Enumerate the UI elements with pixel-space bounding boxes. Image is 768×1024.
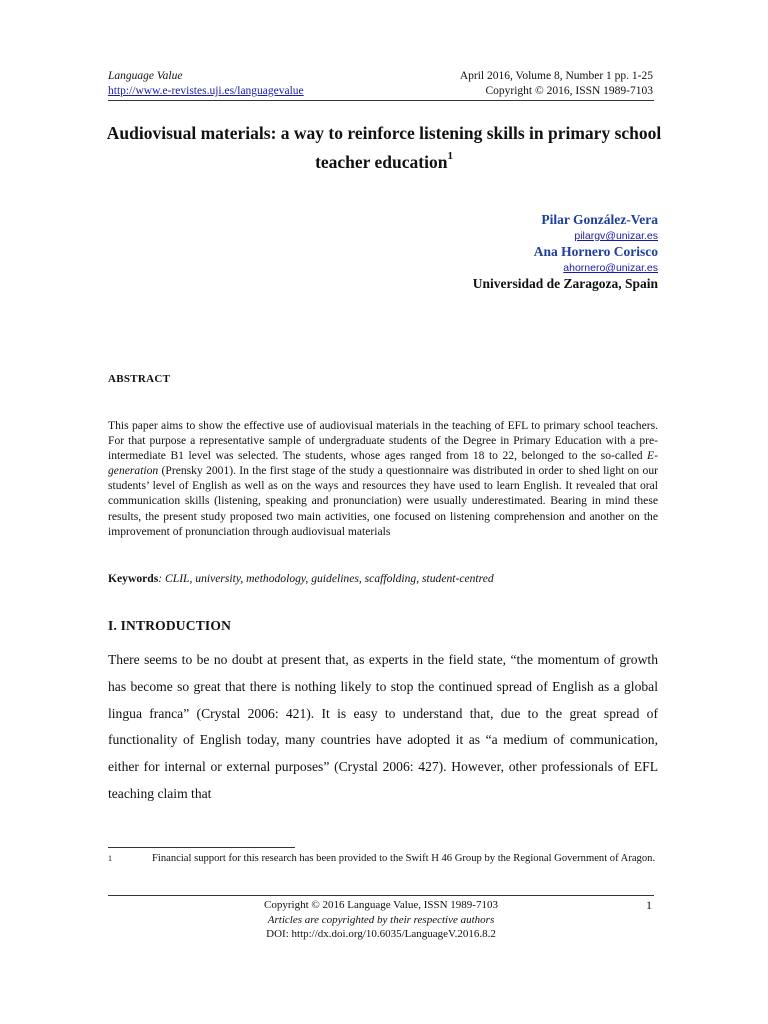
page-number: 1 — [646, 898, 652, 912]
journal-name: Language Value — [108, 70, 183, 82]
abstract-text-part: This paper aims to show the effective use of audiovisual materials in the teaching of EFL to primary school teachers. For that purpose a representative sample of undergraduate students of the Degree in Primary Education with a pre-intermediate B1 level was selected. The students, whose ages ranged from 18 to 22, belonged to the so-called — [108, 419, 658, 463]
footer-rights: Articles are copyrighted by their respective authors — [267, 913, 495, 926]
footnote-divider — [108, 847, 295, 848]
abstract-heading: ABSTRACT — [108, 373, 171, 385]
header-copyright: Copyright © 2016, ISSN 1989-7103 — [485, 85, 653, 97]
title-footnote-mark[interactable]: 1 — [447, 150, 453, 162]
affiliation: Universidad de Zaragoza, Spain — [472, 276, 658, 291]
running-header-left — [108, 69, 304, 99]
footnote-mark: 1 — [108, 854, 112, 863]
header-divider — [108, 100, 654, 101]
keywords — [108, 572, 658, 585]
author-name: Ana Hornero Corisco — [533, 244, 658, 259]
journal-url-link[interactable]: http://www.e-revistes.uji.es/languagevalue — [108, 85, 304, 97]
abstract-text-part: (Prensky 2001). In the first stage of the study a questionnaire was distributed in order to shed light on our students’ level of English as well as on the ways and resources they have used to learn English. It revealed that oral communication skills (listening, speaking and pronunciation) were usually underestimated. Bearing in mind these results, the present study proposed two main activities, one focused on listening comprehension and another on the improvement of pronunciation through audiovisual materials — [108, 464, 658, 538]
author-email-link[interactable]: pilargv@unizar.es — [574, 230, 658, 242]
paper-title — [100, 121, 668, 175]
running-header-right — [460, 69, 653, 99]
issue-info: April 2016, Volume 8, Number 1 pp. 1-25 — [459, 70, 653, 82]
section-heading-introduction: I. INTRODUCTION — [108, 618, 232, 633]
author-email-link[interactable]: ahornero@unizar.es — [563, 262, 658, 274]
footer-copyright: Copyright © 2016 Language Value, ISSN 1989-7103 — [264, 899, 498, 911]
author-email — [258, 261, 658, 275]
author-name: Pilar González-Vera — [541, 212, 658, 227]
introduction-paragraph: There seems to be no doubt at present that, as experts in the field state, “the momentum of growth has become so great that there is nothing likely to stop the continued spread of English as a global lingua franca” (Crystal 2006: 421). It is easy to understand that, due to the great spread of functionality of English today, many countries have adopted it as “a medium of communication, either for internal or external purposes” (Crystal 2006: 427). However, other professionals of EFL teaching claim that — [108, 652, 658, 801]
keywords-label: Keywords — [108, 572, 159, 585]
author-block — [258, 211, 658, 293]
footnote-text: Financial support for this research has been provided to the Swift H 46 Group by the Regional Government of Aragon. — [152, 853, 656, 864]
paper-title-text: Audiovisual materials: a way to reinforce listening skills in primary school teacher education — [106, 123, 662, 172]
footer-doi: DOI: http://dx.doi.org/10.6035/LanguageV.2016.8.2 — [266, 928, 496, 940]
keywords-values: : CLIL, university, methodology, guidelines, scaffolding, student-centred — [158, 572, 494, 585]
abstract-italic-term: E-generation — [108, 449, 658, 478]
page-footer — [108, 898, 654, 942]
author-email — [258, 229, 658, 243]
footnote — [108, 851, 658, 866]
abstract-text — [108, 418, 658, 539]
footer-divider — [108, 895, 654, 896]
